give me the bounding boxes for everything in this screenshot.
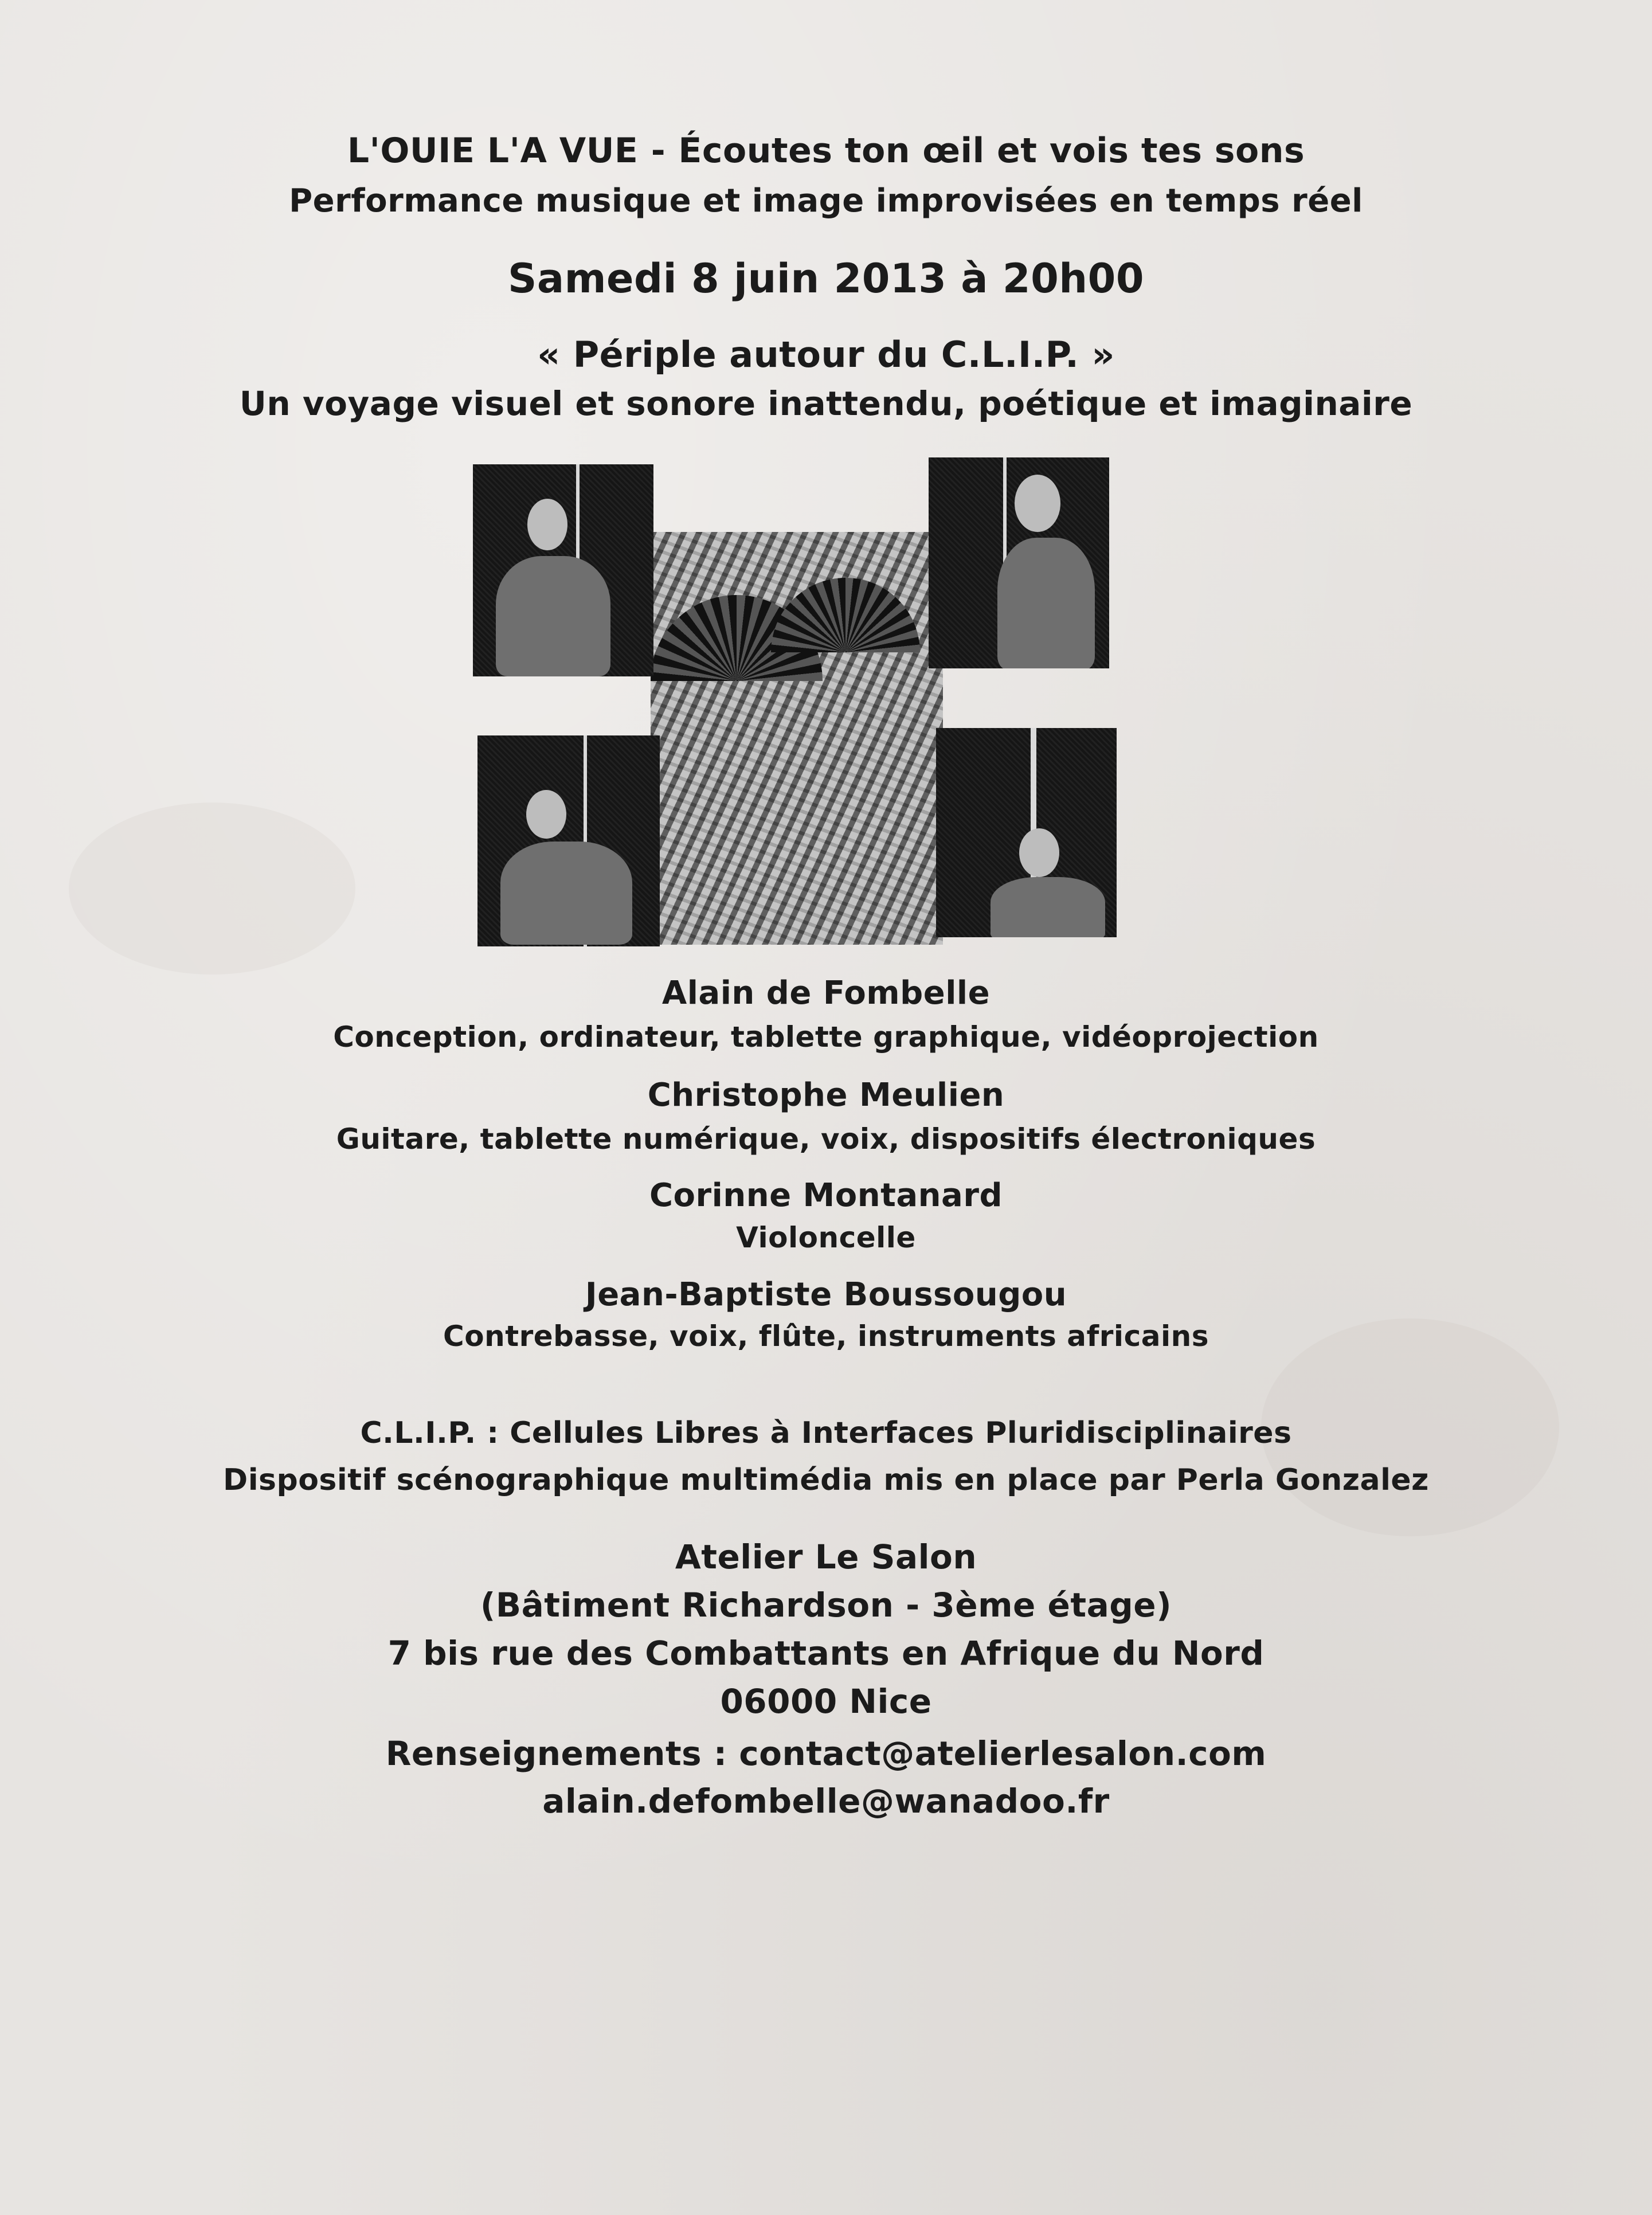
performer-name: Corinne Montanard (649, 1177, 1003, 1214)
performer-role: Contrebasse, voix, flûte, instruments africains (443, 1320, 1209, 1353)
photo-guitarist (477, 735, 660, 946)
performers-photo-collage (473, 457, 1121, 948)
header-line (0, 131, 1652, 171)
person-head (526, 790, 566, 839)
person-head (527, 499, 567, 550)
person-head (1015, 475, 1060, 532)
performer-name: Christophe Meulien (647, 1077, 1005, 1114)
header-subtitle: Performance musique et image improvisées en temps réel (289, 182, 1363, 220)
event-name: « Périple autour du C.L.I.P. » (537, 334, 1115, 375)
collage-center-artwork (651, 532, 943, 945)
header-title: L'OUIE L'A VUE (347, 131, 639, 171)
clip-definition: C.L.I.P. : Cellules Libres à Interfaces Pluridisciplinaires (360, 1416, 1292, 1450)
performer-role: Violoncelle (736, 1221, 916, 1254)
person-body (997, 538, 1095, 668)
venue-street: 7 bis rue des Combattants en Afrique du Nord (387, 1634, 1265, 1673)
person-body (991, 877, 1105, 937)
venue-city: 06000 Nice (720, 1682, 932, 1721)
venue-name: Atelier Le Salon (675, 1537, 977, 1576)
event-date: Samedi 8 juin 2013 à 20h00 (507, 255, 1145, 302)
photo-cellist (473, 464, 653, 676)
performer-role: Guitare, tablette numérique, voix, dispositifs électroniques (336, 1122, 1316, 1156)
header-separator: - (651, 131, 666, 171)
person-body (500, 842, 632, 945)
person-body (496, 556, 610, 676)
photo-bassist (936, 728, 1117, 937)
contact-info: Renseignements : contact@atelierlesalon.com (385, 1734, 1267, 1773)
performer-name: Jean-Baptiste Boussougou (585, 1276, 1067, 1313)
person-head (1019, 828, 1059, 877)
paper-stain (69, 803, 355, 975)
header-tagline: Écoutes ton œil et vois tes sons (678, 131, 1305, 171)
event-description: Un voyage visuel et sonore inattendu, poétique et imaginaire (239, 384, 1413, 423)
clip-credit: Dispositif scénographique multimédia mis en place par Perla Gonzalez (223, 1463, 1429, 1497)
performer-role: Conception, ordinateur, tablette graphique, vidéoprojection (333, 1020, 1319, 1054)
venue-building: (Bâtiment Richardson - 3ème étage) (480, 1586, 1172, 1625)
performer-name: Alain de Fombelle (661, 975, 991, 1012)
contact-email: alain.defombelle@wanadoo.fr (542, 1782, 1110, 1821)
photo-computer-artist (929, 457, 1109, 668)
